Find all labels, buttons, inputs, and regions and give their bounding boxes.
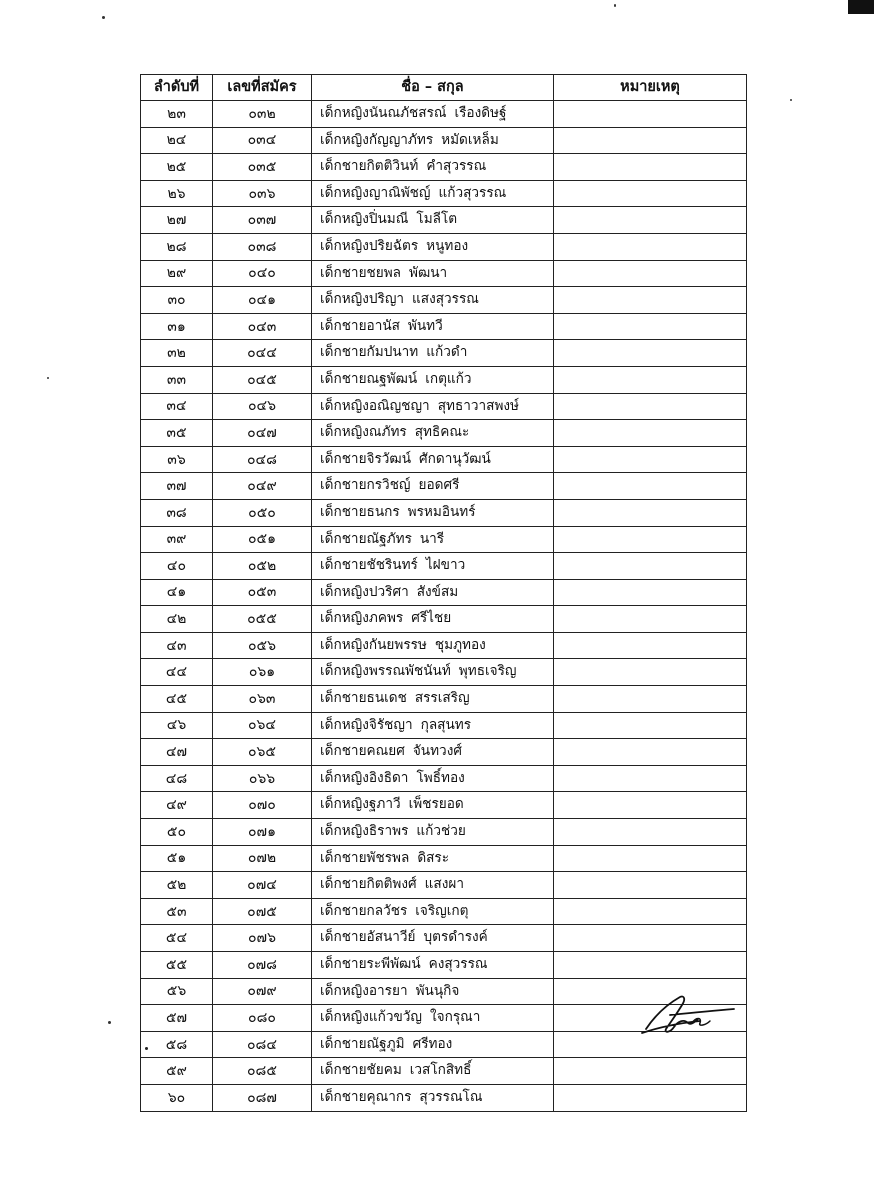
table-row <box>141 553 747 580</box>
name-cell <box>312 1084 554 1111</box>
application-no-cell: ๐๓๘ <box>213 233 312 260</box>
last-name: แสงผา <box>424 876 464 893</box>
name-cell <box>312 845 554 872</box>
remark-cell <box>554 686 747 713</box>
order-cell: ๔๖ <box>141 712 213 739</box>
page-corner-mark <box>848 0 874 14</box>
name-cell <box>312 420 554 447</box>
name-cell <box>312 819 554 846</box>
remark-cell <box>554 233 747 260</box>
last-name: โมลีโต <box>416 211 458 228</box>
remark-cell <box>554 287 747 314</box>
first-name: เด็กหญิงจิรัชญา <box>320 716 413 733</box>
table-row <box>141 233 747 260</box>
name-cell <box>312 340 554 367</box>
last-name: ยอดศรี <box>418 477 460 494</box>
table-row <box>141 473 747 500</box>
application-no-cell: ๐๓๔ <box>213 127 312 154</box>
order-cell: ๕๗ <box>141 1005 213 1032</box>
application-no-cell: ๐๔๗ <box>213 420 312 447</box>
last-name: ดิสระ <box>417 849 450 866</box>
table-row <box>141 1084 747 1111</box>
application-no-cell: ๐๕๖ <box>213 632 312 659</box>
remark-cell <box>554 366 747 393</box>
name-cell <box>312 686 554 713</box>
last-name: สุวรรณโณ <box>419 1088 483 1105</box>
application-no-cell: ๐๘๗ <box>213 1084 312 1111</box>
name-cell <box>312 207 554 234</box>
first-name: เด็กชายกรวิชญ์ <box>320 477 411 494</box>
first-name: เด็กหญิงกัญญาภัทร <box>320 131 434 148</box>
last-name: แก้วสุวรรณ <box>438 184 507 201</box>
table-row <box>141 420 747 447</box>
remark-cell <box>554 659 747 686</box>
name-cell <box>312 553 554 580</box>
last-name: ใจกรุณา <box>430 1009 481 1026</box>
scan-speck <box>102 16 105 19</box>
table-row <box>141 952 747 979</box>
first-name: เด็กชายจิรวัฒน์ <box>320 450 412 467</box>
first-name: เด็กชายชัยคม <box>320 1062 402 1079</box>
remark-cell <box>554 1084 747 1111</box>
table-row <box>141 446 747 473</box>
name-cell <box>312 446 554 473</box>
order-cell: ๒๔ <box>141 127 213 154</box>
table-row <box>141 606 747 633</box>
application-no-cell: ๐๖๖ <box>213 765 312 792</box>
name-cell <box>312 978 554 1005</box>
application-no-cell: ๐๗๘ <box>213 952 312 979</box>
remark-cell <box>554 872 747 899</box>
last-name: ชุมภูทอง <box>434 636 486 653</box>
first-name: เด็กชายกิตติวินท์ <box>320 158 419 175</box>
last-name: ศักดานุวัฒน์ <box>419 450 491 467</box>
first-name: เด็กชายระพีพัฒน์ <box>320 956 421 972</box>
first-name: เด็กชายณัฐภูมิ <box>320 1035 405 1052</box>
remark-cell <box>554 526 747 553</box>
application-no-cell: ๐๗๐ <box>213 792 312 819</box>
table-row <box>141 819 747 846</box>
table-row <box>141 898 747 925</box>
order-cell: ๓๕ <box>141 420 213 447</box>
last-name: หมัดเหล็ม <box>441 131 499 148</box>
last-name: โพธิ์ทอง <box>416 769 465 786</box>
last-name: พันทวี <box>407 317 443 334</box>
header-application-no: เลขที่สมัคร <box>213 75 312 101</box>
application-no-cell: ๐๗๔ <box>213 872 312 899</box>
last-name: ไฝขาว <box>425 557 466 574</box>
remark-cell <box>554 1058 747 1085</box>
margin-dot <box>145 1047 148 1050</box>
table-body <box>141 101 747 1112</box>
application-no-cell: ๐๘๔ <box>213 1031 312 1058</box>
order-cell: ๕๐ <box>141 819 213 846</box>
table-row <box>141 393 747 420</box>
first-name: เด็กหญิงอิงธิดา <box>320 769 409 786</box>
order-cell: ๔๐ <box>141 553 213 580</box>
order-cell: ๖๐ <box>141 1084 213 1111</box>
application-no-cell: ๐๔๔ <box>213 340 312 367</box>
order-cell: ๕๑ <box>141 845 213 872</box>
application-no-cell: ๐๗๒ <box>213 845 312 872</box>
name-cell <box>312 499 554 526</box>
name-cell <box>312 154 554 181</box>
application-no-cell: ๐๖๓ <box>213 686 312 713</box>
last-name: คำสุวรรณ <box>426 158 487 175</box>
scan-speck <box>47 377 49 379</box>
order-cell: ๕๙ <box>141 1058 213 1085</box>
order-cell: ๓๙ <box>141 526 213 553</box>
last-name: พันนุกิจ <box>415 982 460 999</box>
table-row <box>141 765 747 792</box>
table-row <box>141 180 747 207</box>
table-header-row <box>141 75 747 101</box>
last-name: สุทธิคณะ <box>414 424 470 441</box>
last-name: พุทธเจริญ <box>458 663 517 680</box>
order-cell: ๕๖ <box>141 978 213 1005</box>
remark-cell <box>554 739 747 766</box>
remark-cell <box>554 952 747 979</box>
remark-cell <box>554 792 747 819</box>
table-row <box>141 632 747 659</box>
first-name: เด็กหญิงกันยพรรษ <box>320 636 427 653</box>
remark-cell <box>554 765 747 792</box>
remark-cell <box>554 712 747 739</box>
remark-cell <box>554 925 747 952</box>
application-no-cell: ๐๔๖ <box>213 393 312 420</box>
name-cell <box>312 765 554 792</box>
application-no-cell: ๐๗๖ <box>213 925 312 952</box>
application-no-cell: ๐๕๑ <box>213 526 312 553</box>
first-name: เด็กชายคณยศ <box>320 743 405 760</box>
application-no-cell: ๐๗๑ <box>213 819 312 846</box>
order-cell: ๓๐ <box>141 287 213 314</box>
name-cell <box>312 127 554 154</box>
name-cell <box>312 579 554 606</box>
first-name: เด็กหญิงปิ่นมณี <box>320 211 409 228</box>
table-row <box>141 154 747 181</box>
last-name: แก้วช่วย <box>416 823 466 840</box>
first-name: เด็กหญิงอณิญชญา <box>320 397 430 414</box>
first-name: เด็กชายณัฐภัทร <box>320 530 412 547</box>
application-no-cell: ๐๕๐ <box>213 499 312 526</box>
table-row <box>141 207 747 234</box>
order-cell: ๔๑ <box>141 579 213 606</box>
name-cell <box>312 366 554 393</box>
order-cell: ๕๒ <box>141 872 213 899</box>
name-cell <box>312 659 554 686</box>
name-cell <box>312 925 554 952</box>
name-cell <box>312 233 554 260</box>
scan-speck <box>790 99 792 101</box>
first-name: เด็กชายอานัส <box>320 317 400 334</box>
remark-cell <box>554 845 747 872</box>
header-name: ชื่อ – สกุล <box>312 75 554 101</box>
application-no-cell: ๐๕๕ <box>213 606 312 633</box>
first-name: เด็กหญิงภคพร <box>320 610 404 627</box>
application-no-cell: ๐๖๔ <box>213 712 312 739</box>
last-name: สรรเสริญ <box>414 690 470 707</box>
name-cell <box>312 313 554 340</box>
first-name: เด็กหญิงแก้วขวัญ <box>320 1009 423 1026</box>
order-cell: ๕๔ <box>141 925 213 952</box>
order-cell: ๓๑ <box>141 313 213 340</box>
table-row <box>141 101 747 128</box>
last-name: แสงสุวรรณ <box>412 291 479 308</box>
application-no-cell: ๐๓๖ <box>213 180 312 207</box>
order-cell: ๒๗ <box>141 207 213 234</box>
name-cell <box>312 526 554 553</box>
first-name: เด็กชายธนกร <box>320 503 400 520</box>
order-cell: ๒๕ <box>141 154 213 181</box>
table-row <box>141 340 747 367</box>
last-name: พรหมอินทร์ <box>407 503 476 520</box>
first-name: เด็กชายพัชรพล <box>320 849 410 866</box>
scan-speck <box>108 1021 111 1024</box>
first-name: เด็กชายชยพล <box>320 264 402 281</box>
table-row <box>141 845 747 872</box>
table-row <box>141 659 747 686</box>
first-name: เด็กชายกัมปนาท <box>320 344 419 361</box>
scan-speck <box>614 4 616 7</box>
order-cell: ๔๘ <box>141 765 213 792</box>
table-row <box>141 872 747 899</box>
name-cell <box>312 260 554 287</box>
application-no-cell: ๐๘๕ <box>213 1058 312 1085</box>
order-cell: ๔๗ <box>141 739 213 766</box>
remark-cell <box>554 154 747 181</box>
remark-cell <box>554 127 747 154</box>
first-name: เด็กชายชัชรินทร์ <box>320 557 418 574</box>
application-no-cell: ๐๓๕ <box>213 154 312 181</box>
order-cell: ๔๒ <box>141 606 213 633</box>
last-name: ศรีทอง <box>412 1035 453 1052</box>
handwritten-signature-icon <box>640 993 736 1039</box>
name-cell <box>312 606 554 633</box>
remark-cell <box>554 553 747 580</box>
name-cell <box>312 632 554 659</box>
last-name: เจริญเกตุ <box>415 902 469 919</box>
table-row <box>141 526 747 553</box>
application-no-cell: ๐๔๘ <box>213 446 312 473</box>
table-row <box>141 313 747 340</box>
table-row <box>141 127 747 154</box>
last-name: คงสุวรรณ <box>428 956 488 972</box>
header-remark: หมายเหตุ <box>554 75 747 101</box>
table-row <box>141 739 747 766</box>
table-row <box>141 499 747 526</box>
remark-cell <box>554 579 747 606</box>
application-no-cell: ๐๓๒ <box>213 101 312 128</box>
last-name: สังข์สม <box>416 583 459 600</box>
order-cell: ๕๘ <box>141 1031 213 1058</box>
name-cell <box>312 712 554 739</box>
order-cell: ๔๔ <box>141 659 213 686</box>
first-name: เด็กหญิงอารยา <box>320 982 408 999</box>
remark-cell <box>554 313 747 340</box>
remark-cell <box>554 898 747 925</box>
application-no-cell: ๐๖๑ <box>213 659 312 686</box>
first-name: เด็กหญิงญาณิพัชญ์ <box>320 184 431 201</box>
first-name: เด็กหญิงฐภาวี <box>320 796 401 813</box>
application-no-cell: ๐๔๓ <box>213 313 312 340</box>
last-name: สุทธาวาสพงษ์ <box>437 397 519 414</box>
table-row <box>141 686 747 713</box>
remark-cell <box>554 420 747 447</box>
order-cell: ๒๘ <box>141 233 213 260</box>
order-cell: ๒๙ <box>141 260 213 287</box>
remark-cell <box>554 340 747 367</box>
name-cell <box>312 1005 554 1032</box>
order-cell: ๔๓ <box>141 632 213 659</box>
first-name: เด็กชายธนเดช <box>320 690 407 707</box>
application-no-cell: ๐๔๑ <box>213 287 312 314</box>
application-no-cell: ๐๔๐ <box>213 260 312 287</box>
last-name: ศรีไชย <box>411 610 452 627</box>
remark-cell <box>554 499 747 526</box>
application-no-cell: ๐๕๓ <box>213 579 312 606</box>
name-cell <box>312 739 554 766</box>
last-name: หนูทอง <box>426 237 469 254</box>
name-cell <box>312 180 554 207</box>
first-name: เด็กหญิงนันณภัชสรณ์ <box>320 105 447 121</box>
last-name: จันทวงศ์ <box>412 743 462 760</box>
first-name: เด็กชายกลวัชร <box>320 902 408 919</box>
order-cell: ๕๓ <box>141 898 213 925</box>
table-row <box>141 792 747 819</box>
last-name: เรืองดิษฐ์ <box>454 105 507 121</box>
table-row <box>141 579 747 606</box>
first-name: เด็กชายณฐพัฒน์ <box>320 370 418 387</box>
first-name: เด็กหญิงธิราพร <box>320 823 409 840</box>
application-no-cell: ๐๔๙ <box>213 473 312 500</box>
remark-cell <box>554 819 747 846</box>
order-cell: ๓๓ <box>141 366 213 393</box>
first-name: เด็กหญิงณภัทร <box>320 424 407 441</box>
table-row <box>141 1058 747 1085</box>
first-name: เด็กหญิงปริญา <box>320 291 405 308</box>
remark-cell <box>554 606 747 633</box>
order-cell: ๒๖ <box>141 180 213 207</box>
order-cell: ๔๙ <box>141 792 213 819</box>
order-cell: ๓๘ <box>141 499 213 526</box>
name-cell <box>312 1058 554 1085</box>
remark-cell <box>554 632 747 659</box>
first-name: เด็กหญิงพรรณพัชนันท์ <box>320 663 451 680</box>
applicant-roster-table <box>140 74 747 1112</box>
application-no-cell: ๐๖๕ <box>213 739 312 766</box>
remark-cell <box>554 393 747 420</box>
first-name: เด็กหญิงปวริศา <box>320 583 409 600</box>
name-cell <box>312 952 554 979</box>
order-cell: ๓๒ <box>141 340 213 367</box>
name-cell <box>312 898 554 925</box>
application-no-cell: ๐๗๕ <box>213 898 312 925</box>
table-row <box>141 925 747 952</box>
application-no-cell: ๐๕๒ <box>213 553 312 580</box>
last-name: เพ็ชรยอด <box>408 796 464 813</box>
name-cell <box>312 792 554 819</box>
last-name: เวสโกสิทธิ์ <box>409 1062 472 1079</box>
first-name: เด็กชายอัสนาวีย์ <box>320 929 416 946</box>
name-cell <box>312 872 554 899</box>
order-cell: ๔๕ <box>141 686 213 713</box>
first-name: เด็กชายคุณากร <box>320 1088 412 1105</box>
order-cell: ๓๖ <box>141 446 213 473</box>
order-cell: ๓๗ <box>141 473 213 500</box>
name-cell <box>312 287 554 314</box>
last-name: พัฒนา <box>409 264 448 281</box>
name-cell <box>312 101 554 128</box>
name-cell <box>312 393 554 420</box>
remark-cell <box>554 446 747 473</box>
name-cell <box>312 473 554 500</box>
application-no-cell: ๐๓๗ <box>213 207 312 234</box>
first-name: เด็กหญิงปริยฉัตร <box>320 237 419 254</box>
application-no-cell: ๐๘๐ <box>213 1005 312 1032</box>
name-cell <box>312 1031 554 1058</box>
application-no-cell: ๐๗๙ <box>213 978 312 1005</box>
remark-cell <box>554 180 747 207</box>
table-row <box>141 712 747 739</box>
first-name: เด็กชายกิตติพงศ์ <box>320 876 417 893</box>
last-name: บุตรดำรงค์ <box>423 929 488 946</box>
order-cell: ๒๓ <box>141 101 213 128</box>
last-name: กุลสุนทร <box>420 716 472 733</box>
table-row <box>141 260 747 287</box>
order-cell: ๕๕ <box>141 952 213 979</box>
table-row <box>141 287 747 314</box>
table-row <box>141 366 747 393</box>
remark-cell <box>554 207 747 234</box>
header-order: ลำดับที่ <box>141 75 213 101</box>
last-name: แก้วดำ <box>426 344 468 361</box>
remark-cell <box>554 473 747 500</box>
last-name: นารี <box>419 530 445 547</box>
order-cell: ๓๔ <box>141 393 213 420</box>
last-name: เกตุแก้ว <box>425 370 472 387</box>
remark-cell <box>554 101 747 128</box>
remark-cell <box>554 260 747 287</box>
application-no-cell: ๐๔๕ <box>213 366 312 393</box>
